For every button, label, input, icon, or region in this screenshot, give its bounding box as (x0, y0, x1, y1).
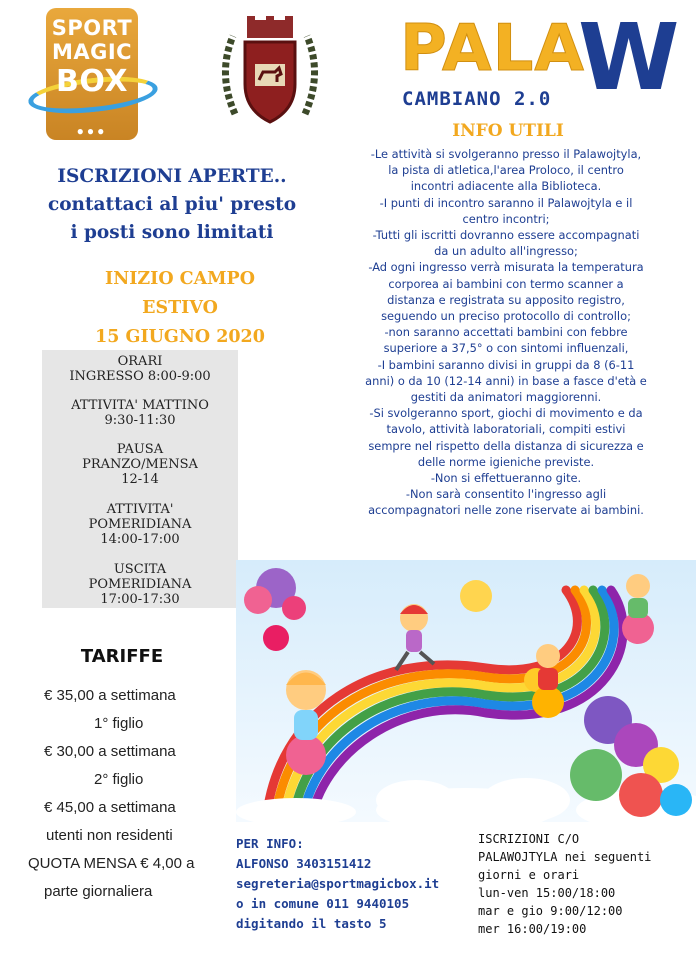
inizio-line: 15 GIUGNO 2020 (95, 327, 265, 347)
info-line: -Ad ogni ingresso verrà misurata la temperatura (368, 260, 644, 275)
iscrizioni-line: contattaci al piu' presto (47, 194, 297, 215)
iscrizioni-co-line: PALAWOJTYLA nei seguenti (478, 850, 652, 864)
info-line: seguendo un preciso protocollo di controllo; (381, 309, 631, 324)
orari-label: ORARI (117, 354, 163, 369)
info-line: tavolo, attività laboratoriali, compiti estivi (386, 422, 626, 437)
info-line: sempre nel rispetto della distanza di sicurezza e (368, 438, 644, 453)
iscrizioni-co-line: mar e gio 9:00/12:00 (478, 904, 623, 918)
iscrizioni-co-line: lun-ven 15:00/18:00 (478, 886, 616, 900)
info-line: da un adulto all'ingresso; (434, 244, 578, 259)
per-info-email: segreteria@sportmagicbox.it (236, 876, 440, 891)
inizio-campo-heading (50, 265, 310, 352)
iscrizioni-co-line: ISCRIZIONI C/O (478, 832, 580, 846)
iscrizioni-line: ISCRIZIONI APERTE.. (57, 166, 287, 187)
iscrizioni-aperte-heading (12, 163, 332, 247)
inizio-line: INIZIO CAMPO (105, 269, 255, 289)
info-line: -non saranno accettati bambini con febbre (384, 325, 628, 340)
per-info-block (236, 834, 466, 934)
per-info-phone: ALFONSO 3403151412 (236, 856, 372, 871)
info-line: -I bambini saranno divisi in gruppi da 8 (6-11 (377, 357, 635, 372)
info-line: -Si svolgeranno sport, giochi di movimento e da (369, 406, 643, 421)
iscrizioni-co-block (478, 830, 688, 938)
info-line: la pista di atletica,l'area Proloco, il centro (388, 163, 624, 178)
tariffe-line: 1° figlio (94, 715, 144, 732)
sport-magic-box-logo (28, 8, 158, 143)
info-line: -Tutti gli iscritti dovranno essere accompagnati (372, 228, 640, 243)
palaw-logo-pala: PALA (400, 12, 585, 86)
per-info-line: digitando il tasto 5 (236, 916, 387, 931)
info-line: accompagnatori nelle zone riservate ai bambini. (368, 503, 644, 518)
tariffe-line: parte giornaliera (44, 883, 153, 900)
tariffe-line: € 30,00 a settimana (44, 743, 176, 760)
tariffe-line: 2° figlio (94, 771, 144, 788)
info-line: corporea ai bambini con termo scanner a (388, 276, 624, 291)
orari-ingresso (42, 354, 238, 384)
iscrizioni-line: i posti sono limitati (70, 222, 274, 243)
orari-time: 9:30-11:30 (104, 413, 176, 428)
orari-label2: POMERIDIANA (88, 517, 192, 532)
info-line: incontri adiacente alla Biblioteca. (410, 179, 602, 194)
info-line: superiore a 37,5° o con sintomi influenzali, (383, 341, 629, 356)
smb-logo-line3: BOX (56, 64, 128, 99)
per-info-line: o in comune 011 9440105 (236, 896, 410, 911)
orari-label: USCITA (113, 562, 167, 577)
orari-time: INGRESSO 8:00-9:00 (69, 369, 211, 384)
info-line: -I punti di incontro saranno il Palawojtyla e il (379, 195, 633, 210)
orari-label: ATTIVITA' MATTINO (71, 398, 209, 413)
info-line: gestiti da animatori maggiorenni. (410, 390, 602, 405)
orari-label2: PRANZO/MENSA (82, 457, 198, 472)
info-line: -Non si effettueranno gite. (430, 471, 582, 486)
orari-pomeridiana (42, 502, 238, 547)
smb-logo-line1: SPORT (51, 16, 133, 40)
smb-logo-line2: MAGIC (51, 40, 133, 64)
iscrizioni-co-line: mer 16:00/19:00 (478, 922, 587, 936)
info-line: anni) o da 10 (12-14 anni) in base a fasce d'età e (365, 373, 647, 388)
per-info-line: PER INFO: (236, 836, 304, 851)
palaw-logo-subtitle: CAMBIANO 2.0 (402, 88, 552, 110)
orari-mattino (42, 398, 238, 428)
info-utili-body (334, 146, 678, 519)
info-line: distanza e registrata su apposito registro, (387, 292, 625, 307)
tariffe-line: utenti non residenti (46, 827, 173, 844)
municipal-crest-icon (215, 14, 325, 134)
palaw-logo (400, 4, 680, 118)
orari-pausa (42, 442, 238, 487)
orari-time: 17:00-17:30 (100, 592, 180, 607)
tariffe-line: € 45,00 a settimana (44, 799, 176, 816)
info-line: -Non sarà consentito l'ingresso agli (405, 487, 607, 502)
orari-label: ATTIVITA' (106, 502, 174, 517)
orari-uscita (42, 562, 238, 607)
inizio-line: ESTIVO (142, 298, 218, 318)
palaw-logo-w: W (578, 4, 680, 111)
info-utili-title: INFO UTILI (452, 121, 564, 141)
orari-time: 12-14 (121, 472, 159, 487)
info-line: delle norme igieniche previste. (417, 454, 595, 469)
orari-box (42, 350, 238, 608)
orari-label2: POMERIDIANA (88, 577, 192, 592)
tariffe-line: € 35,00 a settimana (44, 687, 176, 704)
info-line: centro incontri; (462, 211, 550, 226)
tariffe-line: QUOTA MENSA € 4,00 a (28, 855, 195, 872)
tariffe-title: TARIFFE (80, 646, 164, 667)
orari-time: 14:00-17:00 (100, 532, 180, 547)
info-line: -Le attività si svolgeranno presso il Palawojtyla, (370, 147, 642, 161)
orari-label: PAUSA (116, 442, 164, 457)
smb-logo-dots: ●●● (76, 124, 108, 138)
rainbow-kids-illustration (236, 560, 696, 822)
iscrizioni-co-line: giorni e orari (478, 868, 580, 882)
